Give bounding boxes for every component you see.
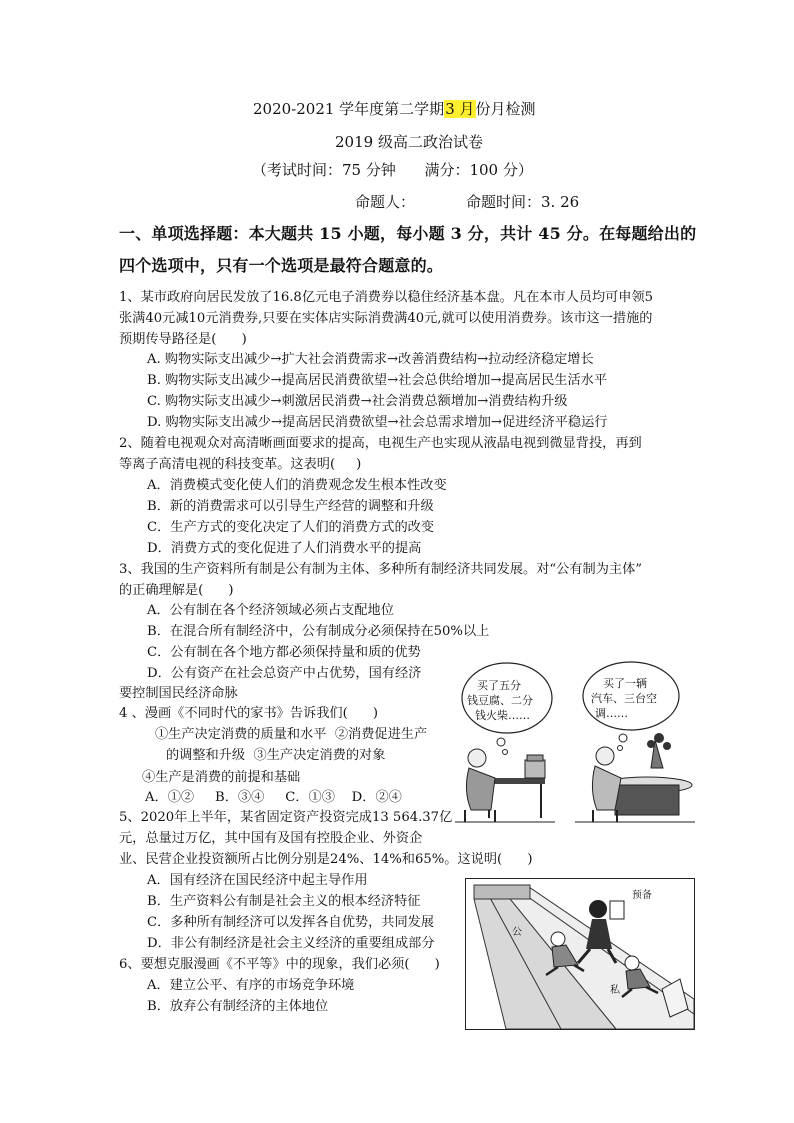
cartoon-bubble-right-line: 调…… [595,707,628,720]
exam-title [253,98,536,119]
q1-option-a: A. 购物实际支出减少→扩大社会消费需求→改善消费结构→拉动经济稳定增长 [147,352,594,367]
q4-item: ④生产是消费的前提和基础 [142,770,301,785]
title-part: 份月检测 [475,100,536,118]
cartoon-lane-gong: 公 [512,927,522,938]
q3-option-d-cont: 要控制国民经济命脉 [119,686,238,701]
q3-stem: 的正确理解是( ) [119,583,234,598]
q1-stem: 预期传导路径是( ) [119,332,247,347]
cartoon-inequality [465,878,695,1030]
title-part: 2020-2021 学年度第二学期 [253,100,445,118]
q1-option-b: B. 购物实际支出减少→提高居民消费欲望→社会总供给增加→提高居民生活水平 [147,373,608,388]
q5-stem: 业、民营企业投资额所占比例分别是24%、14%和65%。这说明( ) [119,852,533,867]
cartoon-bubble-right-line: 汽车、三台空 [591,692,657,705]
cartoon-bubble-left-line: 钱火柴…… [475,709,530,722]
title-highlight: 3 月 [445,100,475,118]
q5-option-c: C．多种所有制经济可以发挥各自优势，共同发展 [147,915,435,930]
exam-date: 命题时间：3. 26 [466,193,580,211]
q5-option-b: B．生产资料公有制是社会主义的根本经济特征 [147,894,421,909]
q3-stem: 3、我国的生产资料所有制是公有制为主体、多种所有制经济共同发展。对“公有制为主体” [119,562,642,577]
cartoon-bubble-left-line: 钱豆腐、二分 [467,694,533,707]
q3-option-b: B．在混合所有制经济中，公有制成分必须保持在50%以上 [147,624,490,639]
exam-author: 命题人： [355,193,416,211]
cartoon-lane-si: 私 [610,985,620,996]
q1-stem: 张满40元减10元消费券,只要在实体店实际消费满40元,就可以使用消费券。该市这一措施的 [119,311,653,326]
q6-stem: 6、要想克服漫画《不平等》中的现象，我们必须( ) [119,957,440,972]
q2-option-d: D．消费方式的变化促进了人们消费水平的提高 [147,541,422,556]
q5-stem: 5、2020年上半年，某省固定资产投资完成13 564.37亿 [119,810,453,825]
q1-stem: 1、某市政府向居民发放了16.8亿元电子消费券以稳住经济基本盘。凡在本市人员均可申领5 [119,290,654,305]
q3-option-d: D．公有资产在社会总资产中占优势，国有经济 [147,666,422,681]
q4-stem: 4 、漫画《不同时代的家书》告诉我们( ) [119,706,379,721]
cartoon-inequality-drawing [466,879,694,1029]
q4-item: 的调整和升级 ③生产决定消费的对象 [166,748,386,763]
q3-option-c: C．公有制在各个地方都必须保持量和质的优势 [147,645,421,660]
q5-option-d: D．非公有制经济是社会主义经济的重要组成部分 [147,936,435,951]
q2-option-b: B．新的消费需求可以引导生产经营的调整和升级 [147,499,434,514]
section-heading-line2: 四个选项中，只有一个选项是最符合题意的。 [119,256,444,275]
q2-stem: 2、随着电视观众对高清晰画面要求的提高，电视生产也实现从液晶电视到微显背投，再到 [119,436,642,451]
cartoon-family-letters [455,660,695,825]
section-heading-line1: 一、单项选择题：本大题共 15 小题，每小题 3 分，共计 45 分。在每题给出的 [119,224,697,243]
cartoon-bubble-left-line: 买了五分 [477,679,521,692]
q2-stem: 等离子高清电视的科技变革。这表明( ) [119,457,362,472]
q5-stem: 元，总量过万亿，其中国有及国有控股企业、外资企 [119,831,423,846]
q4-choices: A．①② B．③④ C．①③ D．②④ [145,790,402,805]
q6-option-b: B．放弃公有制经济的主体地位 [147,999,329,1014]
exam-subtitle: 2019 级高二政治试卷 [335,133,483,151]
q1-option-d: D. 购物实际支出减少→提高居民消费欲望→社会总需求增加→促进经济平稳运行 [147,415,608,430]
q4-item: ①生产决定消费的质量和水平 ②消费促进生产 [155,727,428,742]
q5-option-a: A．国有经济在国民经济中起主导作用 [147,873,368,888]
cartoon-bubble-right-line: 买了一辆 [603,677,647,690]
q1-option-c: C. 购物实际支出减少→刺激居民消费→社会消费总额增加→消费结构升级 [147,394,568,409]
exam-time-info: （考试时间：75 分钟 满分：100 分） [252,161,533,179]
q2-option-a: A．消费模式变化使人们的消费观念发生根本性改变 [147,478,447,493]
cartoon-label-prepare: 预备 [632,890,652,901]
q6-option-a: A．建立公平、有序的市场竞争环境 [147,978,355,993]
q2-option-c: C．生产方式的变化决定了人们的消费方式的改变 [147,520,435,535]
q3-option-a: A．公有制在各个经济领域必须占支配地位 [147,603,394,618]
